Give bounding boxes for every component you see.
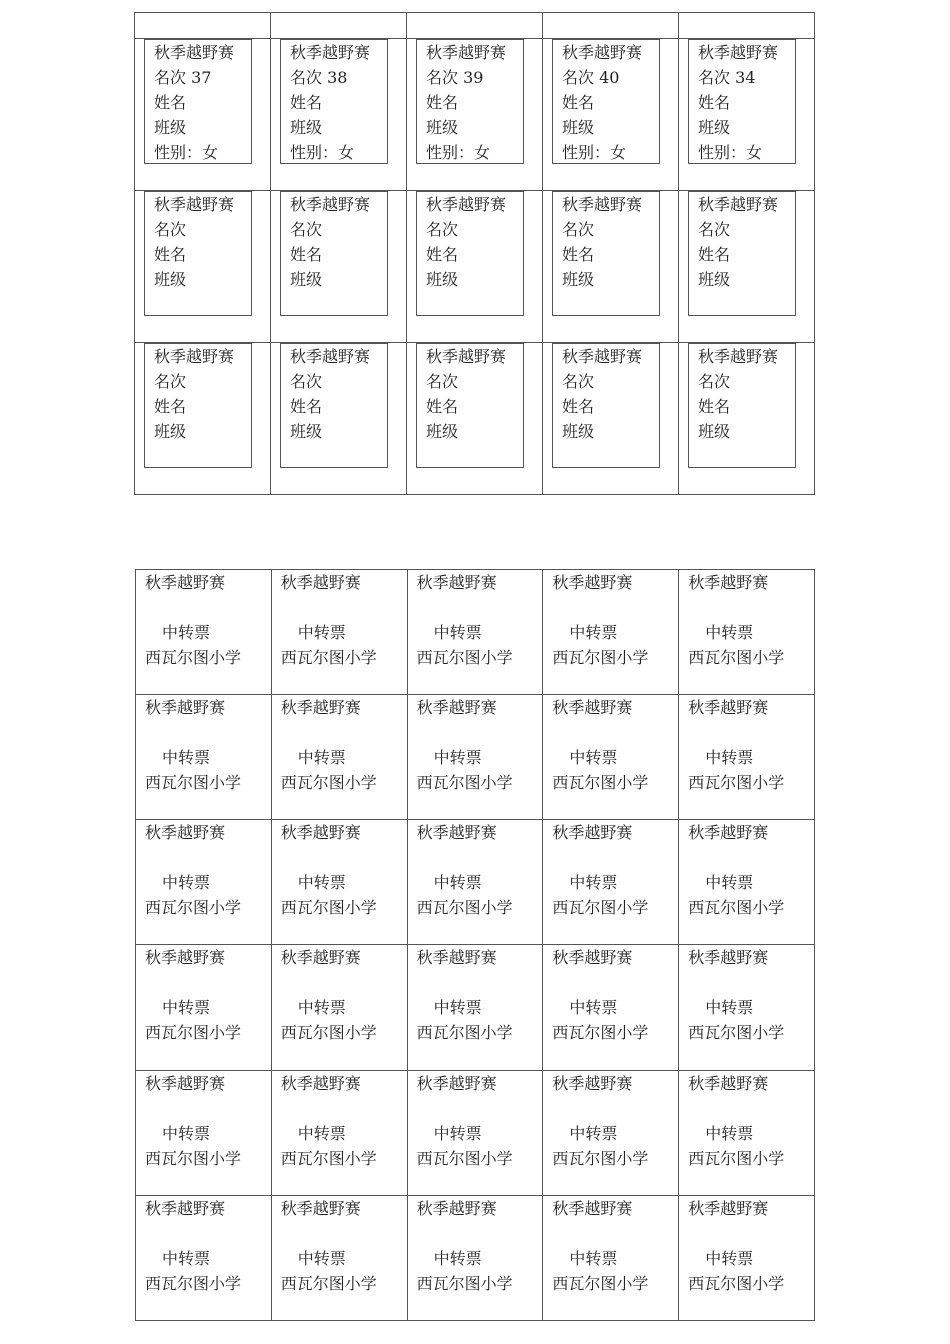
race-card-cell (679, 191, 815, 343)
header-cell (271, 13, 407, 39)
ticket-school: 西瓦尔图小学 (688, 1273, 785, 1293)
ticket-type: 中转票 (705, 873, 754, 893)
ticket-school: 西瓦尔图小学 (280, 1273, 377, 1293)
ticket-row (136, 945, 815, 1070)
ticket-title: 秋季越野赛 (280, 948, 361, 968)
ticket-school: 西瓦尔图小学 (416, 648, 513, 667)
ticket-title: 秋季越野赛 (688, 823, 769, 843)
card-class-label: 班级 (562, 118, 595, 137)
ticket-type: 中转票 (569, 748, 618, 768)
ticket-title: 秋季越野赛 (280, 1073, 361, 1093)
card-name-label: 姓名 (290, 245, 323, 264)
ticket-school: 西瓦尔图小学 (280, 898, 377, 918)
ticket-title: 秋季越野赛 (145, 948, 226, 968)
ticket-cell (679, 1195, 815, 1320)
card-title: 秋季越野赛 (426, 347, 507, 366)
ticket-school: 西瓦尔图小学 (416, 773, 513, 793)
race-card (144, 343, 252, 468)
ticket-type: 中转票 (433, 623, 482, 642)
ticket-cell (679, 695, 815, 820)
race-card-table-body (135, 13, 815, 495)
card-class-label: 班级 (426, 270, 459, 289)
header-cell (679, 13, 815, 39)
card-rank: 名次 (562, 220, 595, 239)
card-title: 秋季越野赛 (698, 195, 779, 214)
card-title: 秋季越野赛 (698, 347, 779, 366)
ticket-title: 秋季越野赛 (416, 823, 497, 843)
ticket-school: 西瓦尔图小学 (552, 648, 649, 667)
race-card (416, 343, 524, 468)
card-rank: 名次 (426, 372, 459, 391)
card-title: 秋季越野赛 (562, 43, 643, 62)
card-name-label: 姓名 (562, 93, 595, 112)
ticket-school: 西瓦尔图小学 (280, 648, 377, 667)
race-card-cell (543, 191, 679, 343)
ticket-type: 中转票 (297, 998, 346, 1018)
ticket-type: 中转票 (297, 748, 346, 768)
ticket-title: 秋季越野赛 (688, 573, 769, 592)
ticket-cell (679, 570, 815, 695)
ticket-type: 中转票 (705, 748, 754, 768)
ticket-school: 西瓦尔图小学 (552, 1148, 649, 1168)
race-card (280, 343, 388, 468)
card-name-label: 姓名 (426, 93, 459, 112)
ticket-type: 中转票 (162, 1123, 211, 1143)
race-card-row (135, 191, 815, 343)
ticket-type: 中转票 (297, 873, 346, 893)
race-card-cell (271, 343, 407, 495)
ticket-cell (271, 820, 407, 945)
ticket-type: 中转票 (433, 873, 482, 893)
card-title: 秋季越野赛 (562, 195, 643, 214)
race-card-cell (135, 343, 271, 495)
ticket-cell (136, 820, 272, 945)
race-card (552, 191, 660, 316)
ticket-school: 西瓦尔图小学 (552, 773, 649, 793)
ticket-type: 中转票 (569, 623, 618, 642)
ticket-school: 西瓦尔图小学 (416, 1023, 513, 1043)
card-rank: 名次 (154, 372, 187, 391)
card-title: 秋季越野赛 (154, 347, 235, 366)
ticket-title: 秋季越野赛 (552, 698, 633, 718)
ticket-table (135, 569, 815, 1321)
race-card-cell (135, 191, 271, 343)
ticket-title: 秋季越野赛 (416, 698, 497, 718)
card-name-label: 姓名 (426, 397, 459, 416)
card-rank: 名次 (698, 372, 731, 391)
card-gender: 性别：女 (698, 143, 763, 162)
ticket-cell (136, 945, 272, 1070)
ticket-cell (543, 1195, 679, 1320)
ticket-cell (543, 945, 679, 1070)
card-title: 秋季越野赛 (426, 43, 507, 62)
card-class-label: 班级 (698, 118, 731, 137)
card-rank: 名次 (426, 220, 459, 239)
ticket-type: 中转票 (162, 623, 211, 642)
race-card-table (134, 12, 815, 495)
ticket-title: 秋季越野赛 (552, 573, 633, 592)
race-card (144, 191, 252, 316)
ticket-cell (136, 1195, 272, 1320)
race-card-cell (407, 191, 543, 343)
ticket-type: 中转票 (705, 1123, 754, 1143)
card-name-label: 姓名 (154, 245, 187, 264)
ticket-title: 秋季越野赛 (280, 823, 361, 843)
ticket-type: 中转票 (569, 873, 618, 893)
card-title: 秋季越野赛 (290, 195, 371, 214)
ticket-type: 中转票 (569, 1123, 618, 1143)
ticket-school: 西瓦尔图小学 (145, 648, 242, 667)
ticket-cell (136, 1070, 272, 1195)
ticket-title: 秋季越野赛 (280, 698, 361, 718)
card-rank: 名次 37 (154, 68, 212, 87)
race-card (688, 191, 796, 316)
card-gender: 性别：女 (426, 143, 491, 162)
race-card-cell (271, 39, 407, 191)
ticket-title: 秋季越野赛 (416, 948, 497, 968)
race-card (552, 39, 660, 164)
ticket-type: 中转票 (705, 998, 754, 1018)
ticket-school: 西瓦尔图小学 (416, 898, 513, 918)
race-card-cell (407, 39, 543, 191)
card-class-label: 班级 (154, 118, 187, 137)
card-name-label: 姓名 (562, 245, 595, 264)
card-title: 秋季越野赛 (698, 43, 779, 62)
card-title: 秋季越野赛 (154, 43, 235, 62)
ticket-school: 西瓦尔图小学 (145, 1273, 242, 1293)
ticket-cell (407, 570, 543, 695)
card-rank: 名次 34 (698, 68, 756, 87)
card-class-label: 班级 (154, 422, 187, 441)
ticket-cell (543, 570, 679, 695)
ticket-type: 中转票 (433, 1248, 482, 1268)
card-class-label: 班级 (290, 422, 323, 441)
race-card-cell (135, 39, 271, 191)
card-rank: 名次 38 (290, 68, 348, 87)
ticket-cell (136, 695, 272, 820)
card-class-label: 班级 (154, 270, 187, 289)
card-name-label: 姓名 (562, 397, 595, 416)
card-class-label: 班级 (290, 118, 323, 137)
header-cell (543, 13, 679, 39)
ticket-cell (271, 1195, 407, 1320)
ticket-cell (271, 1070, 407, 1195)
card-rank: 名次 (154, 220, 187, 239)
ticket-title: 秋季越野赛 (145, 1198, 226, 1218)
race-card (688, 39, 796, 164)
ticket-title: 秋季越野赛 (688, 698, 769, 718)
ticket-row (136, 1070, 815, 1195)
card-gender: 性别：女 (562, 143, 627, 162)
ticket-school: 西瓦尔图小学 (416, 1148, 513, 1168)
race-card-row (135, 343, 815, 495)
ticket-school: 西瓦尔图小学 (688, 648, 785, 667)
card-title: 秋季越野赛 (290, 347, 371, 366)
card-name-label: 姓名 (426, 245, 459, 264)
card-rank: 名次 (290, 372, 323, 391)
ticket-school: 西瓦尔图小学 (416, 1273, 513, 1293)
header-cell (135, 13, 271, 39)
card-rank: 名次 (290, 220, 323, 239)
ticket-type: 中转票 (569, 998, 618, 1018)
card-title: 秋季越野赛 (426, 195, 507, 214)
ticket-school: 西瓦尔图小学 (688, 1023, 785, 1043)
card-title: 秋季越野赛 (290, 43, 371, 62)
ticket-school: 西瓦尔图小学 (280, 1023, 377, 1043)
ticket-school: 西瓦尔图小学 (688, 898, 785, 918)
ticket-type: 中转票 (162, 748, 211, 768)
card-rank: 名次 (698, 220, 731, 239)
race-card (144, 39, 252, 164)
ticket-cell (679, 1070, 815, 1195)
race-card (280, 39, 388, 164)
ticket-type: 中转票 (705, 623, 754, 642)
ticket-title: 秋季越野赛 (280, 1198, 361, 1218)
ticket-cell (543, 820, 679, 945)
race-card-row (135, 39, 815, 191)
card-rank: 名次 40 (562, 68, 620, 87)
card-name-label: 姓名 (290, 397, 323, 416)
race-card-cell (679, 343, 815, 495)
card-name-label: 姓名 (154, 397, 187, 416)
ticket-cell (271, 570, 407, 695)
race-card-cell (543, 343, 679, 495)
ticket-cell (136, 570, 272, 695)
ticket-school: 西瓦尔图小学 (280, 1148, 377, 1168)
ticket-cell (679, 820, 815, 945)
ticket-title: 秋季越野赛 (552, 1073, 633, 1093)
ticket-school: 西瓦尔图小学 (145, 898, 242, 918)
race-card (280, 191, 388, 316)
ticket-type: 中转票 (162, 1248, 211, 1268)
card-name-label: 姓名 (290, 93, 323, 112)
ticket-title: 秋季越野赛 (552, 948, 633, 968)
ticket-cell (407, 695, 543, 820)
card-name-label: 姓名 (698, 245, 731, 264)
race-card (416, 191, 524, 316)
ticket-school: 西瓦尔图小学 (145, 1148, 242, 1168)
card-class-label: 班级 (562, 270, 595, 289)
race-card (688, 343, 796, 468)
card-title: 秋季越野赛 (562, 347, 643, 366)
ticket-type: 中转票 (162, 998, 211, 1018)
card-rank: 名次 39 (426, 68, 484, 87)
ticket-title: 秋季越野赛 (552, 1198, 633, 1218)
ticket-title: 秋季越野赛 (145, 698, 226, 718)
ticket-school: 西瓦尔图小学 (552, 1023, 649, 1043)
race-card-cell (407, 343, 543, 495)
card-name-label: 姓名 (154, 93, 187, 112)
card-gender: 性别：女 (290, 143, 355, 162)
ticket-school: 西瓦尔图小学 (688, 1148, 785, 1168)
card-class-label: 班级 (562, 422, 595, 441)
ticket-title: 秋季越野赛 (280, 573, 361, 592)
ticket-type: 中转票 (297, 1123, 346, 1143)
ticket-school: 西瓦尔图小学 (280, 773, 377, 793)
ticket-type: 中转票 (433, 748, 482, 768)
ticket-cell (543, 695, 679, 820)
ticket-title: 秋季越野赛 (145, 1073, 226, 1093)
ticket-type: 中转票 (433, 998, 482, 1018)
ticket-row (136, 1195, 815, 1320)
ticket-type: 中转票 (433, 1123, 482, 1143)
card-name-label: 姓名 (698, 397, 731, 416)
ticket-type: 中转票 (162, 873, 211, 893)
ticket-school: 西瓦尔图小学 (552, 898, 649, 918)
race-card-cell (679, 39, 815, 191)
race-card-cell (543, 39, 679, 191)
race-card-cell (271, 191, 407, 343)
ticket-title: 秋季越野赛 (145, 823, 226, 843)
ticket-cell (271, 695, 407, 820)
ticket-cell (407, 1070, 543, 1195)
ticket-type: 中转票 (705, 1248, 754, 1268)
ticket-school: 西瓦尔图小学 (145, 1023, 242, 1043)
header-cell (407, 13, 543, 39)
ticket-table-body (136, 570, 815, 1321)
ticket-cell (407, 945, 543, 1070)
card-class-label: 班级 (698, 422, 731, 441)
ticket-cell (271, 945, 407, 1070)
ticket-title: 秋季越野赛 (416, 1198, 497, 1218)
ticket-school: 西瓦尔图小学 (552, 1273, 649, 1293)
card-name-label: 姓名 (698, 93, 731, 112)
ticket-row (136, 820, 815, 945)
card-rank: 名次 (562, 372, 595, 391)
card-title: 秋季越野赛 (154, 195, 235, 214)
ticket-type: 中转票 (297, 1248, 346, 1268)
race-card-header-row (135, 13, 815, 39)
ticket-type: 中转票 (297, 623, 346, 642)
ticket-school: 西瓦尔图小学 (688, 773, 785, 793)
ticket-cell (407, 820, 543, 945)
ticket-title: 秋季越野赛 (145, 573, 226, 592)
card-class-label: 班级 (698, 270, 731, 289)
ticket-title: 秋季越野赛 (688, 1198, 769, 1218)
card-class-label: 班级 (426, 118, 459, 137)
ticket-title: 秋季越野赛 (552, 823, 633, 843)
card-class-label: 班级 (290, 270, 323, 289)
ticket-cell (407, 1195, 543, 1320)
ticket-cell (679, 945, 815, 1070)
ticket-title: 秋季越野赛 (416, 573, 497, 592)
card-gender: 性别：女 (154, 143, 219, 162)
ticket-school: 西瓦尔图小学 (145, 773, 242, 793)
ticket-cell (543, 1070, 679, 1195)
ticket-type: 中转票 (569, 1248, 618, 1268)
card-class-label: 班级 (426, 422, 459, 441)
ticket-title: 秋季越野赛 (416, 1073, 497, 1093)
race-card (416, 39, 524, 164)
race-card (552, 343, 660, 468)
ticket-row (136, 695, 815, 820)
ticket-title: 秋季越野赛 (688, 1073, 769, 1093)
ticket-title: 秋季越野赛 (688, 948, 769, 968)
ticket-row (136, 570, 815, 695)
